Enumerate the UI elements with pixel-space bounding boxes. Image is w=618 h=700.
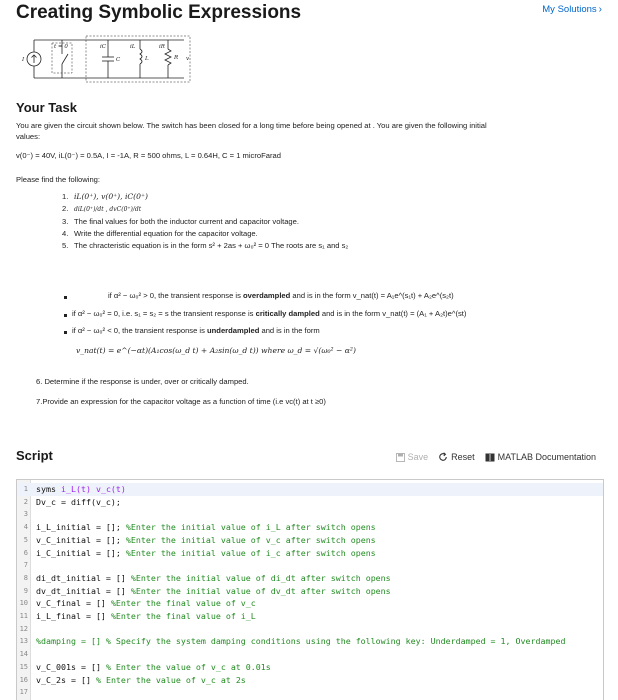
line-number: 6: [23, 548, 28, 557]
code-text: Dv_c = diff(v_c);: [36, 496, 121, 507]
code-text: i_L_final = [] %Enter the final value of i_L: [36, 611, 256, 621]
line-number: 1: [23, 485, 28, 493]
documentation-label: MATLAB Documentation: [497, 452, 596, 462]
ir-label: iR: [159, 44, 165, 50]
code-line[interactable]: [17, 559, 603, 572]
code-line[interactable]: [17, 610, 603, 623]
code-line[interactable]: [17, 648, 603, 661]
chevron-right-icon: ›: [598, 4, 602, 15]
code-line[interactable]: [17, 496, 603, 509]
code-line[interactable]: [17, 686, 603, 699]
please-find: Please find the following:: [16, 175, 101, 184]
page-title: Creating Symbolic Expressions: [16, 2, 302, 23]
line-number: 15: [19, 662, 28, 671]
code-text: i_L_initial = []; %Enter the initial value of i_L after switch opens: [36, 522, 376, 533]
code-line[interactable]: [17, 508, 603, 521]
underdamped-formula: v_nat(t) = e^(−αt)(A₁cos(ω_d t) + A₂sin(ω_d t)) where ω_d = √(ω₀² − α²): [76, 346, 356, 355]
reset-button[interactable]: [438, 452, 475, 462]
code-text: v_C_2s = [] % Enter the value of v_c at 2s: [36, 674, 246, 685]
bullet-dot: [64, 296, 67, 299]
matlab-documentation-link[interactable]: [485, 452, 596, 462]
line-number: 13: [19, 637, 28, 646]
script-toolbar: [386, 452, 596, 462]
task-heading: Your Task: [16, 100, 77, 115]
line-number: 5: [23, 535, 28, 544]
task-item-6: 6. Determine if the response is under, over or critically damped.: [36, 377, 249, 386]
bullet-critically-damped: if α² − ω₀² = 0, i.e. s₁ = s₂ = s the transient response is critically dampled and is in the form v_nat(t) = (A₁ + A₂t)e^(st): [72, 309, 467, 318]
line-number: 14: [19, 650, 28, 659]
book-icon: [485, 453, 495, 462]
task-item-2: 2. diL(0⁺)/dt , dvC(0⁺)/dt: [62, 204, 142, 214]
line-number: 16: [19, 675, 28, 684]
line-number: 3: [23, 510, 28, 519]
line-number: 17: [19, 688, 28, 697]
code-line[interactable]: [17, 572, 603, 585]
voltage-label: v: [186, 56, 190, 62]
code-text: i_C_initial = []; %Enter the initial value of i_c after switch opens: [36, 547, 376, 558]
capacitor-label: C: [116, 57, 121, 63]
save-label: Save: [407, 452, 429, 462]
line-number: 11: [19, 612, 28, 620]
code-line[interactable]: [17, 623, 603, 636]
bullet-dot: [64, 331, 67, 334]
code-text: v_C_001s = [] % Enter the value of v_c at 0.01s: [36, 661, 271, 672]
code-text: syms i_L(t) v_c(t): [36, 484, 126, 494]
code-line[interactable]: [17, 597, 603, 610]
code-line[interactable]: [17, 547, 603, 560]
code-line[interactable]: [17, 674, 603, 687]
initial-values: v(0⁻) = 40V, iL(0⁻) = 0.5A, I = -1A, R = 500 ohms, L = 0.64H, C = 1 microFarad: [16, 151, 281, 160]
line-number: 7: [23, 561, 28, 570]
code-editor[interactable]: [16, 479, 604, 700]
code-text: di_dt_initial = [] %Enter the initial value of di_dt after switch opens: [36, 572, 391, 583]
script-heading: Script: [16, 448, 53, 463]
task-item-4: 4. Write the differential equation for the capacitor voltage.: [62, 228, 258, 238]
line-number: 10: [19, 599, 28, 608]
line-number: 4: [23, 523, 28, 532]
bullet-dot: [64, 314, 67, 317]
code-line[interactable]: [17, 483, 603, 496]
inductor-label: L: [145, 56, 149, 62]
my-solutions-link[interactable]: [542, 4, 602, 15]
task-item-3: 3. The final values for both the inductor current and capacitor voltage.: [62, 216, 299, 226]
line-number: 2: [23, 497, 28, 506]
my-solutions-label: My Solutions: [542, 4, 597, 15]
current-source-label: I: [22, 57, 25, 63]
code-text: v_C_initial = []; %Enter the initial value of v_c after switch opens: [36, 534, 376, 545]
reset-label: Reset: [451, 452, 475, 462]
code-line[interactable]: [17, 585, 603, 598]
task-item-5: 5. The chracteristic equation is in the form s² + 2as + ω₀² = 0 The roots are s₁ and s₂: [62, 241, 349, 251]
resistor-label: R: [174, 55, 179, 61]
save-button[interactable]: [396, 452, 429, 462]
bullet-overdamped: if α² − ω₀² > 0, the transient response is overdampled and is in the form v_nat(t) = A₁e^(s₁t) + A₂e^(s₂t): [108, 291, 454, 300]
task-item-7: 7.Provide an expression for the capacitor voltage as a function of time (i.e vc(t) at t ≥0): [36, 397, 326, 406]
ic-label: iC: [100, 44, 106, 50]
code-line[interactable]: [17, 635, 603, 648]
task-intro-line2: values:: [16, 132, 41, 141]
switch-label: t = 0: [54, 44, 68, 50]
bullet-underdamped: if α² − ω₀² < 0, the transient response is underdampled and is in the form: [72, 326, 320, 335]
code-line[interactable]: [17, 521, 603, 534]
circuit-diagram: [16, 34, 192, 84]
reset-icon: [438, 452, 448, 462]
code-text: v_C_final = [] %Enter the final value of v_c: [36, 598, 256, 609]
line-number: 9: [23, 586, 28, 595]
line-number: 8: [23, 573, 28, 582]
line-number: 12: [19, 624, 28, 633]
task-item-1: 1. iL(0⁺), v(0⁺), iC(0⁺): [62, 192, 148, 201]
code-text: dv_dt_initial = [] %Enter the initial value of dv_dt after switch opens: [36, 585, 391, 596]
code-line[interactable]: [17, 534, 603, 547]
code-text: %damping = [] % Specify the system damping conditions using the following key: Underdamped = 1, Overdamped: [36, 636, 566, 647]
il-label: iL: [130, 44, 136, 50]
task-list: [62, 192, 348, 253]
code-line[interactable]: [17, 661, 603, 674]
save-icon: [396, 453, 405, 462]
task-intro-line1: You are given the circuit shown below. The switch has been closed for a long time before being opened at . You are given the following initial: [16, 121, 487, 130]
